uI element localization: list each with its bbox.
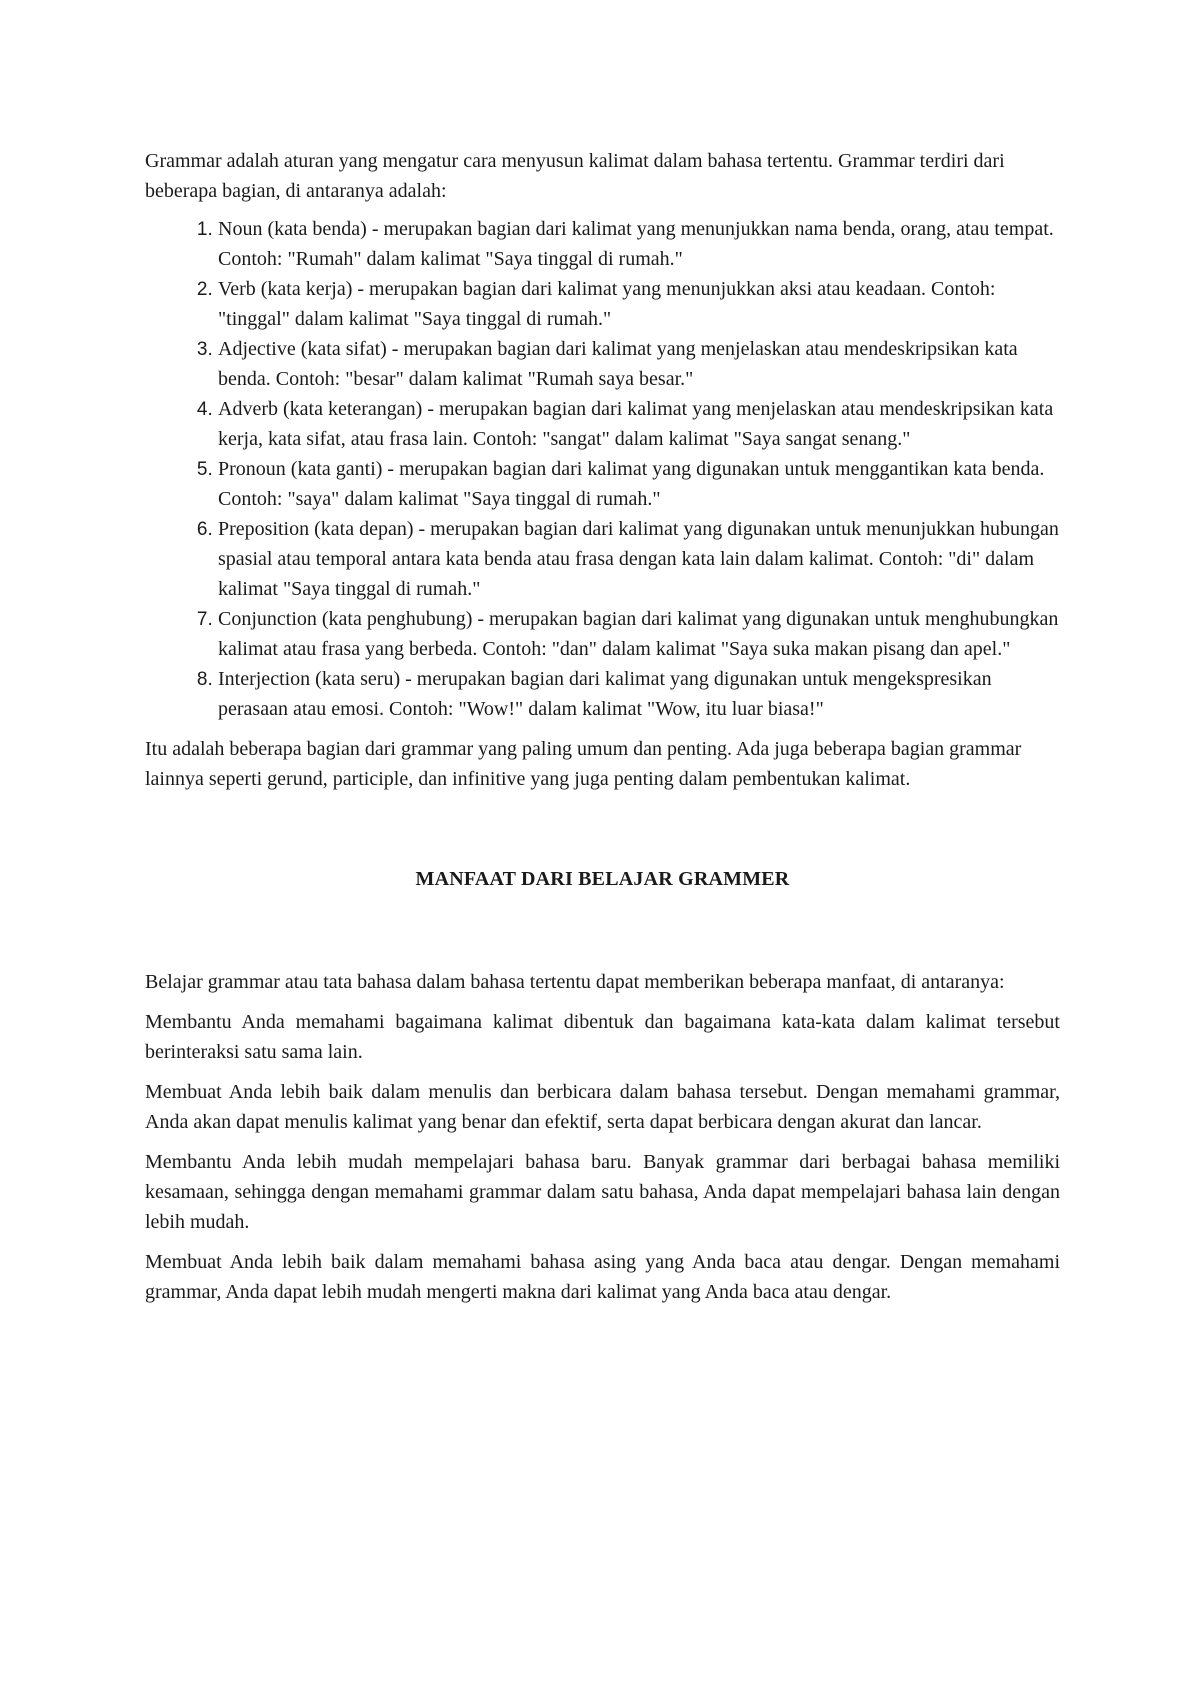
list-item-pronoun: 5. Pronoun (kata ganti) - merupakan bagian dari kalimat yang digunakan untuk menggantikan kata benda. Contoh: "saya" dalam kalimat "Saya tinggal di rumah." xyxy=(218,454,1060,514)
benefit-paragraph-2: Membuat Anda lebih baik dalam menulis dan berbicara dalam bahasa tersebut. Dengan memahami grammar, Anda akan dapat menulis kalimat yang benar dan efektif, serta dapat berbicara dengan akurat dan lancar. xyxy=(145,1081,1060,1133)
grammar-parts-list xyxy=(145,214,1060,724)
benefits-intro-paragraph: Belajar grammar atau tata bahasa dalam bahasa tertentu dapat memberikan beberapa manfaat, di antaranya: xyxy=(145,971,1005,993)
list-item-interjection: 8. Interjection (kata seru) - merupakan bagian dari kalimat yang digunakan untuk mengekspresikan perasaan atau emosi. Contoh: "Wow!" dalam kalimat "Wow, itu luar biasa!" xyxy=(218,664,1060,724)
list-item-adverb: 4. Adverb (kata keterangan) - merupakan bagian dari kalimat yang menjelaskan atau mendeskripsikan kata kerja, kata sifat, atau frasa lain. Contoh: "sangat" dalam kalimat "Saya sangat senang." xyxy=(218,394,1060,454)
benefit-paragraph-4: Membuat Anda lebih baik dalam memahami bahasa asing yang Anda baca atau dengar. Dengan memahami grammar, Anda dapat lebih mudah mengerti makna dari kalimat yang Anda baca atau dengar. xyxy=(145,1251,1060,1303)
summary-paragraph: Itu adalah beberapa bagian dari grammar yang paling umum dan penting. Ada juga beberapa bagian grammar lainnya seperti gerund, participle, dan infinitive yang juga penting dalam pembentukan kalimat. xyxy=(145,738,1022,790)
list-item-verb: 2. Verb (kata kerja) - merupakan bagian dari kalimat yang menunjukkan aksi atau keadaan. Contoh: "tinggal" dalam kalimat "Saya tinggal di rumah." xyxy=(218,274,1060,334)
benefit-paragraph-3: Membantu Anda lebih mudah mempelajari bahasa baru. Banyak grammar dari berbagai bahasa memiliki kesamaan, sehingga dengan memahami grammar dalam satu bahasa, Anda dapat mempelajari bahasa lain dengan lebih mudah. xyxy=(145,1151,1060,1233)
list-item-conjunction: 7. Conjunction (kata penghubung) - merupakan bagian dari kalimat yang digunakan untuk menghubungkan kalimat atau frasa yang berbeda. Contoh: "dan" dalam kalimat "Saya suka makan pisang dan apel." xyxy=(218,604,1060,664)
intro-paragraph: Grammar adalah aturan yang mengatur cara menyusun kalimat dalam bahasa tertentu. Grammar terdiri dari beberapa bagian, di antaranya adalah: xyxy=(145,150,1005,202)
benefit-paragraph-1: Membantu Anda memahami bagaimana kalimat dibentuk dan bagaimana kata-kata dalam kalimat tersebut berinteraksi satu sama lain. xyxy=(145,1011,1060,1063)
document-page xyxy=(145,146,1060,1317)
list-item-adjective: 3. Adjective (kata sifat) - merupakan bagian dari kalimat yang menjelaskan atau mendeskripsikan kata benda. Contoh: "besar" dalam kalimat "Rumah saya besar." xyxy=(218,334,1060,394)
list-item-noun: 1. Noun (kata benda) - merupakan bagian dari kalimat yang menunjukkan nama benda, orang, atau tempat. Contoh: "Rumah" dalam kalimat "Saya tinggal di rumah." xyxy=(218,214,1060,274)
list-item-preposition: 6. Preposition (kata depan) - merupakan bagian dari kalimat yang digunakan untuk menunjukkan hubungan spasial atau temporal antara kata benda atau frasa dengan kata lain dalam kalimat. Contoh: "di" dalam kalimat "Saya tinggal di rumah." xyxy=(218,514,1060,604)
section-heading: MANFAAT DARI BELAJAR GRAMMER xyxy=(415,868,790,890)
